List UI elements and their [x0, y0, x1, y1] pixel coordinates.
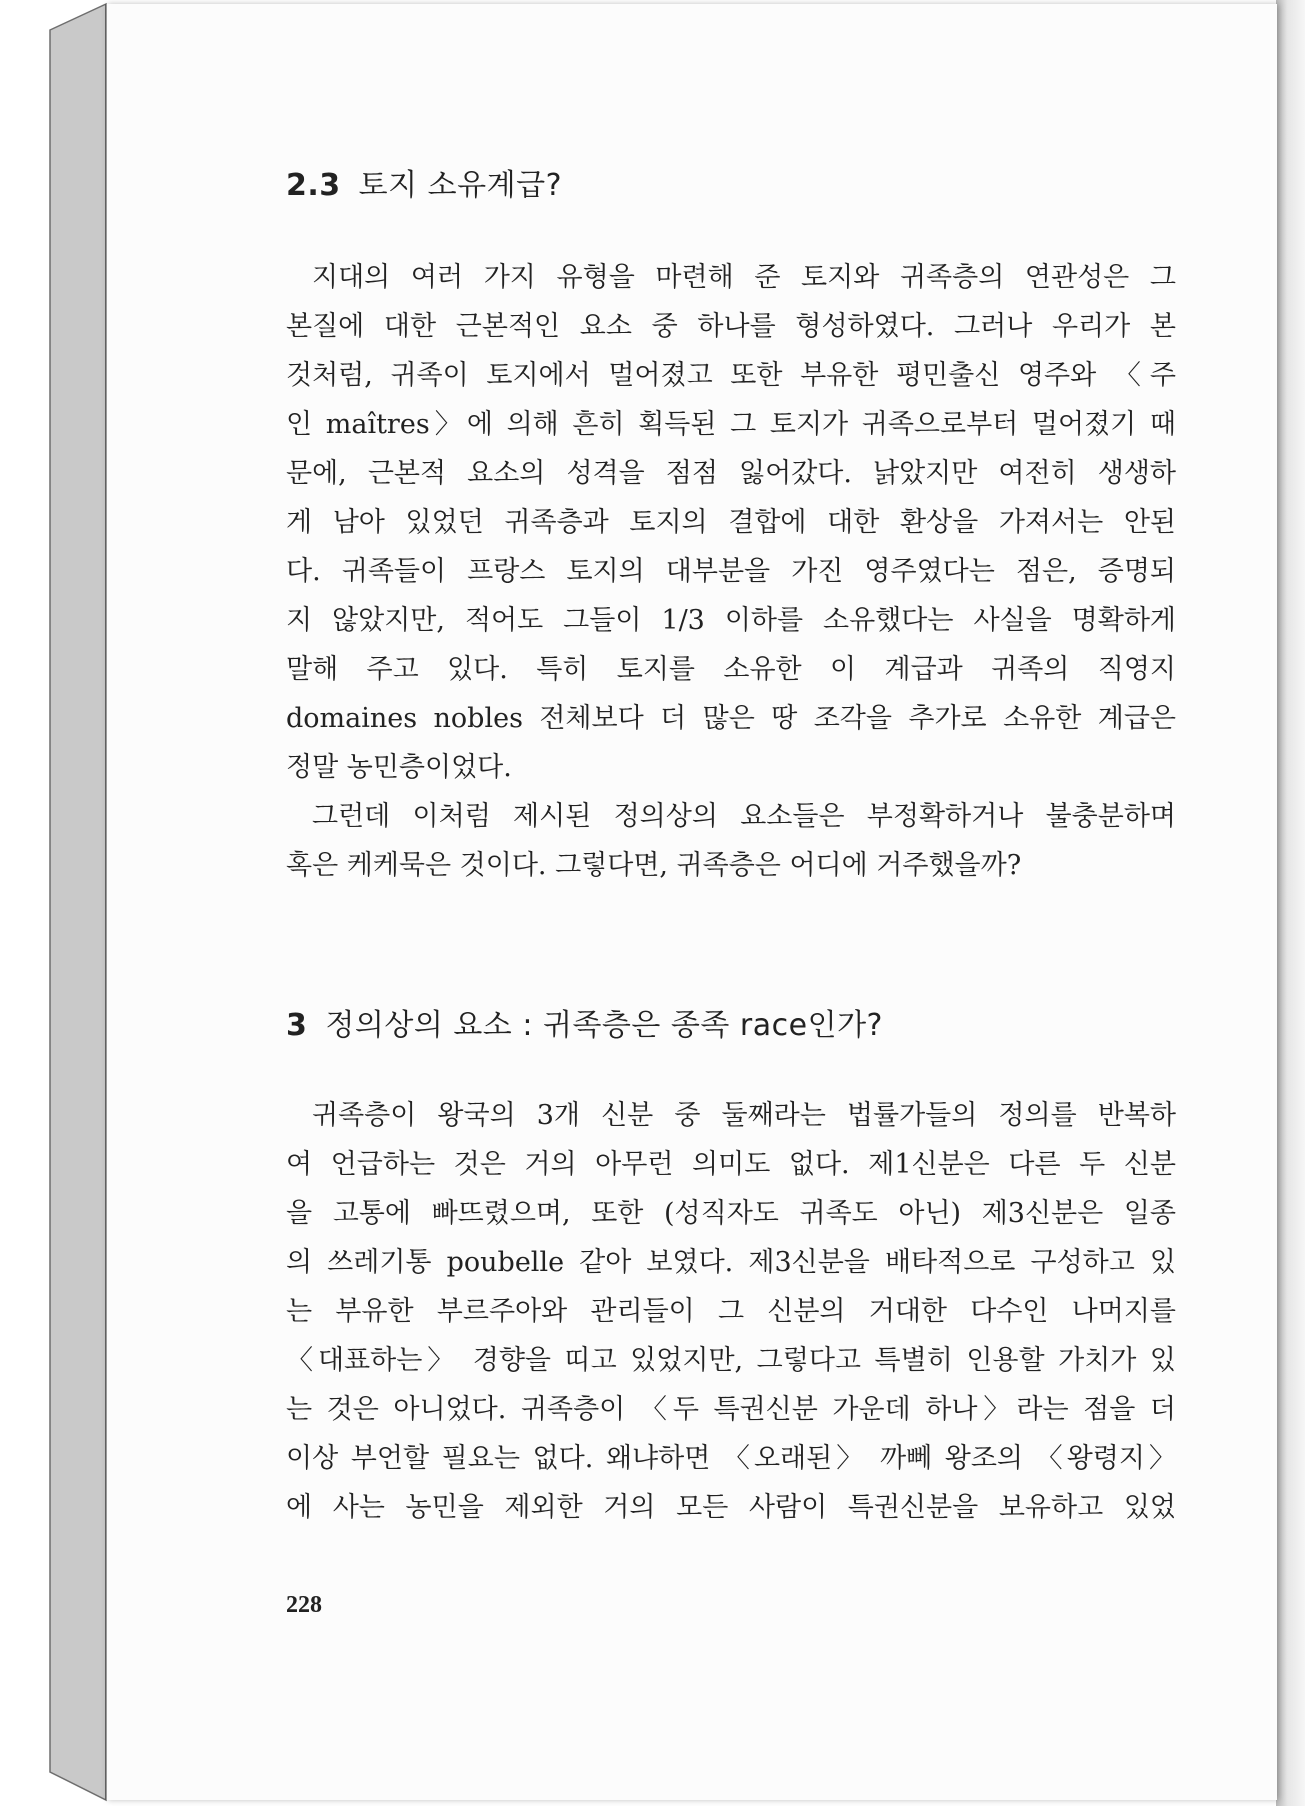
paragraph-line: 〈대표하는〉 경향을 띠고 있었지만, 그렇다고 특별히 인용할 가치가 있: [286, 1345, 1176, 1376]
paragraph-line: 말해 주고 있다. 특히 토지를 소유한 이 계급과 귀족의 직영지: [286, 654, 1176, 685]
paragraph-line: 이상 부언할 필요는 없다. 왜냐하면 〈오래된〉 까뻬 왕조의 〈왕령지〉: [286, 1443, 1176, 1474]
paragraph-line: 본질에 대한 근본적인 요소 중 하나를 형성하였다. 그러나 우리가 본: [286, 311, 1176, 342]
paragraph-line: 에 사는 농민을 제외한 거의 모든 사람이 특권신분을 보유하고 있었: [286, 1492, 1176, 1523]
paragraph-line: 는 것은 아니었다. 귀족층이 〈두 특권신분 가운데 하나〉라는 점을 더: [286, 1394, 1176, 1425]
page-stack-edge: [1276, 0, 1305, 1806]
paragraph-line: 혹은 케케묵은 것이다. 그렇다면, 귀족층은 어디에 거주했을까?: [286, 850, 1022, 881]
paragraph-line: 지 않았지만, 적어도 그들이 1/3 이하를 소유했다는 사실을 명확하게: [286, 605, 1176, 636]
paragraph-line: 의 쓰레기통 poubelle 같아 보였다. 제3신분을 배타적으로 구성하고 있: [286, 1247, 1176, 1278]
paragraph-line: 인 maîtres〉에 의해 흔히 획득된 그 토지가 귀족으로부터 멀어졌기 때: [286, 409, 1176, 440]
paragraph-line: 것처럼, 귀족이 토지에서 멀어졌고 또한 부유한 평민출신 영주와 〈주: [286, 360, 1176, 391]
paragraph-line: 을 고통에 빠뜨렸으며, 또한 (성직자도 귀족도 아닌) 제3신분은 일종: [286, 1198, 1176, 1229]
paragraph-line: 정말 농민층이었다.: [286, 752, 512, 783]
paragraph-line: 그런데 이처럼 제시된 정의상의 요소들은 부정확하거나 불충분하며: [312, 801, 1176, 832]
paragraph-line: 게 남아 있었던 귀족층과 토지의 결합에 대한 환상을 가져서는 안된: [286, 507, 1176, 538]
section-title: 토지 소유계급?: [358, 168, 562, 203]
section-title: 정의상의 요소 : 귀족층은 종족 race인가?: [325, 1008, 883, 1043]
section-heading-3: [286, 1000, 883, 1044]
paragraph-line: 다. 귀족들이 프랑스 토지의 대부분을 가진 영주였다는 점은, 증명되: [286, 556, 1176, 587]
section-number: 3: [286, 1008, 308, 1043]
paragraph-line: 문에, 근본적 요소의 성격을 점점 잃어갔다. 낡았지만 여전히 생생하: [286, 458, 1176, 489]
section-number: 2.3: [286, 168, 341, 203]
paragraph-line: 지대의 여러 가지 유형을 마련해 준 토지와 귀족층의 연관성은 그: [312, 262, 1176, 293]
page-number: 228: [286, 1592, 322, 1618]
paragraph-line: domaines nobles 전체보다 더 많은 땅 조각을 추가로 소유한 계급은: [286, 703, 1176, 734]
paragraph-line: 귀족층이 왕국의 3개 신분 중 둘째라는 법률가들의 정의를 반복하: [312, 1100, 1176, 1131]
paragraph-line: 는 부유한 부르주아와 관리들이 그 신분의 거대한 다수인 나머지를: [286, 1296, 1176, 1327]
section-heading-2-3: [286, 160, 562, 204]
paragraph-line: 여 언급하는 것은 거의 아무런 의미도 없다. 제1신분은 다른 두 신분: [286, 1149, 1176, 1180]
